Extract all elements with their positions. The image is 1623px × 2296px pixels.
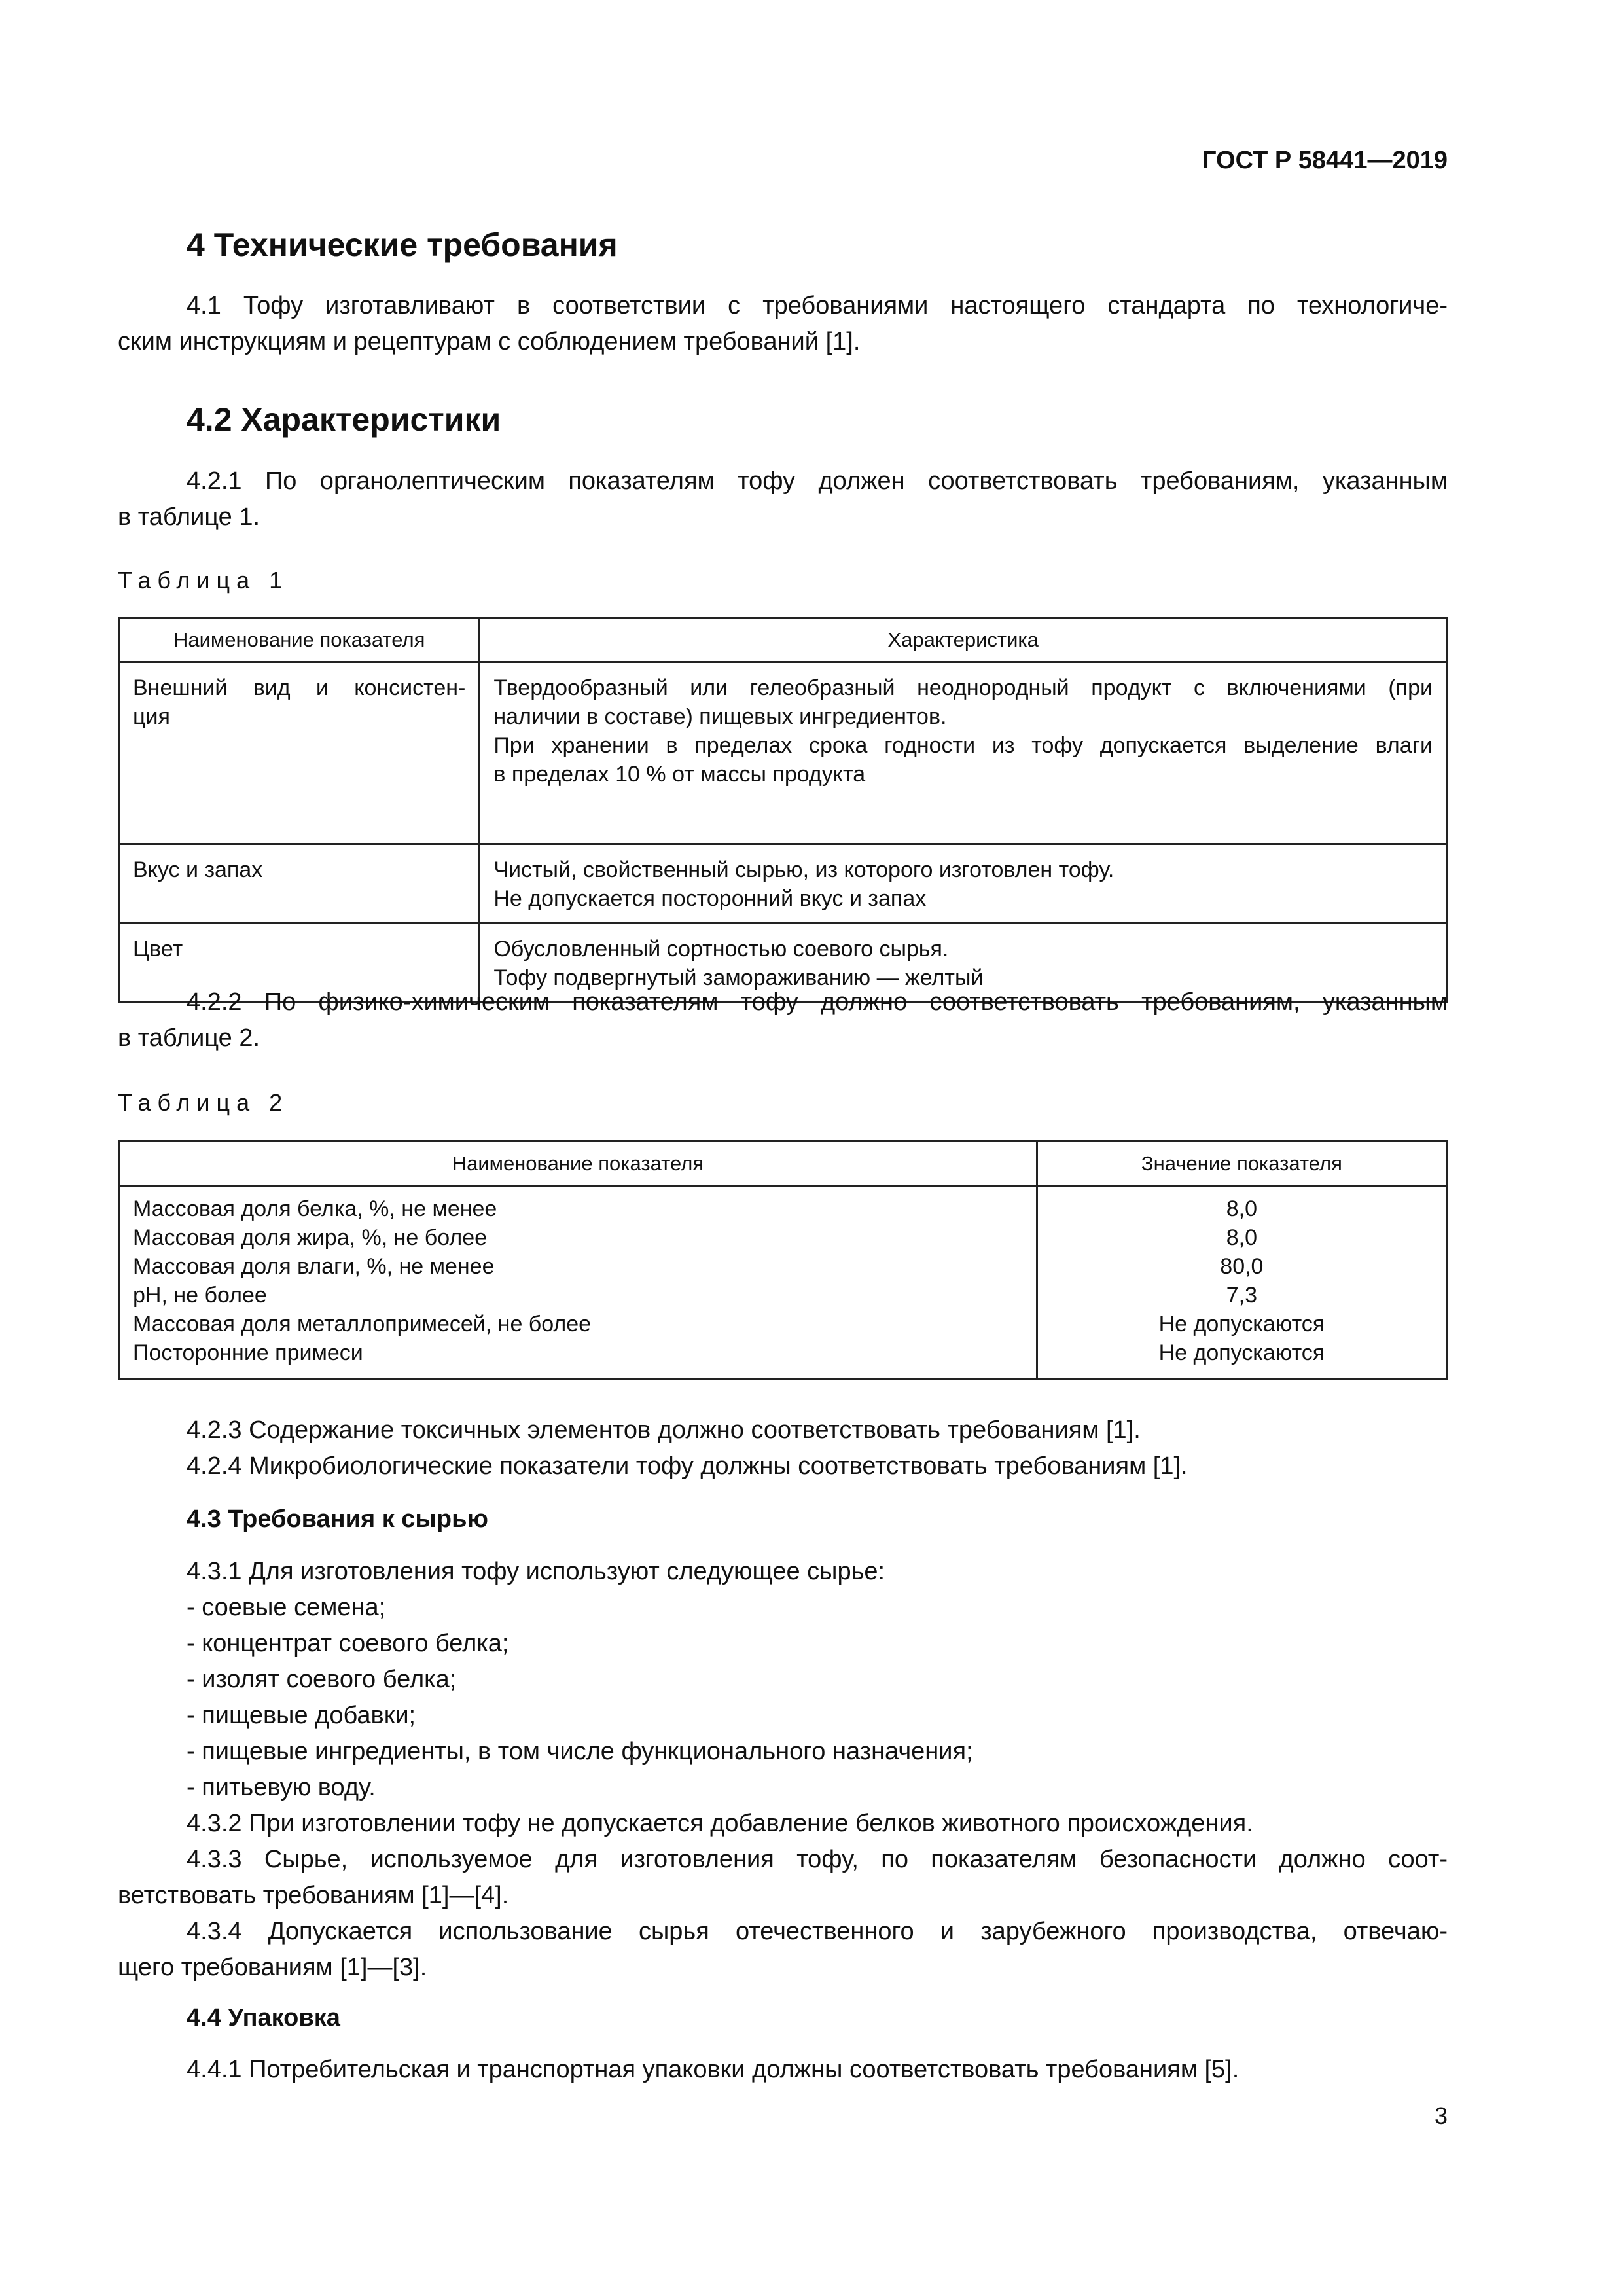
paragraph-line: 4.1 Тофу изготавливают в соответствии с требованиями настоящего стандарта по технологиче- [187, 292, 1448, 319]
table-row [119, 662, 1447, 844]
paragraph-4-3-3 [118, 1842, 1448, 1914]
indicator-value: 80,0 [1220, 1254, 1264, 1279]
table-caption: Таблица 2 [118, 1089, 289, 1116]
paragraph-4-2-2 [118, 984, 1448, 1056]
list-item: - пищевые добавки; [187, 1702, 416, 1729]
table-1 [118, 617, 1448, 1003]
indicator-value: 8,0 [1226, 1196, 1258, 1221]
indicator-name: Внешний вид и консистен- [133, 675, 466, 700]
table-row [119, 844, 1447, 924]
characteristic-line: Твердообразный или гелеобразный неоднородный продукт с включениями (при [493, 675, 1433, 700]
paragraph-line: 4.2.1 По органолептическим показателям тофу должен соответствовать требованиям, указанным [187, 467, 1448, 495]
indicator-name: Массовая доля влаги, %, не менее [133, 1254, 495, 1279]
table-2 [118, 1140, 1448, 1380]
indicator-name: Массовая доля белка, %, не менее [133, 1196, 497, 1221]
document-code: ГОСТ Р 58441—2019 [1202, 147, 1448, 174]
subsection-title: 4.4 Упаковка [187, 2004, 340, 2032]
list-item: - концентрат соевого белка; [187, 1630, 509, 1657]
indicator-value: Не допускаются [1158, 1340, 1325, 1365]
raw-materials-list [187, 1590, 973, 1806]
table-header: Значение показателя [1037, 1141, 1446, 1186]
paragraph-4-4-1: 4.4.1 Потребительская и транспортная упаковки должны соответствовать требованиям [5]. [187, 2056, 1240, 2083]
list-item: - изолят соевого белка; [187, 1666, 457, 1693]
paragraph-line: в таблице 2. [118, 1024, 260, 1052]
paragraph-line: 4.3.3 Сырье, используемое для изготовления тофу, по показателям безопасности должно соот- [187, 1846, 1448, 1873]
table-caption: Таблица 1 [118, 567, 289, 594]
paragraph-4-2-3: 4.2.3 Содержание токсичных элементов должно соответствовать требованиям [1]. [187, 1416, 1141, 1444]
section-title: 4 Технические требования [187, 226, 618, 263]
indicator-value: 7,3 [1226, 1283, 1258, 1308]
indicator-name: Массовая доля металлопримесей, не более [133, 1312, 592, 1336]
paragraph-4-3-2: 4.3.2 При изготовлении тофу не допускается добавление белков животного происхождения. [187, 1810, 1253, 1837]
list-item: - соевые семена; [187, 1594, 386, 1621]
page-number: 3 [1434, 2102, 1448, 2129]
characteristic-line: Не допускается посторонний вкус и запах [493, 886, 927, 911]
characteristic-line: Тофу подвергнутый замораживанию — желтый [493, 965, 984, 990]
paragraph-line: щего требованиям [1]—[3]. [118, 1954, 427, 1981]
indicator-name: Вкус и запах [133, 857, 263, 882]
indicator-value: 8,0 [1226, 1225, 1258, 1250]
paragraph-4-2-1 [118, 463, 1448, 535]
paragraph-4-2-4: 4.2.4 Микробиологические показатели тофу должны соответствовать требованиям [1]. [187, 1452, 1188, 1480]
indicator-value: Не допускаются [1158, 1312, 1325, 1336]
paragraph-4-3-1: 4.3.1 Для изготовления тофу используют следующее сырье: [187, 1558, 885, 1585]
indicator-name: Посторонние примеси [133, 1340, 363, 1365]
list-item: - питьевую воду. [187, 1774, 376, 1801]
characteristic-line: При хранении в пределах срока годности из тофу допускается выделение влаги [493, 733, 1433, 758]
indicator-name: Массовая доля жира, %, не более [133, 1225, 488, 1250]
table-row [119, 1186, 1447, 1380]
paragraph-4-3-4 [118, 1914, 1448, 1986]
characteristic-line: Чистый, свойственный сырью, из которого изготовлен тофу. [493, 857, 1115, 882]
subsection-title: 4.3 Требования к сырью [187, 1505, 488, 1533]
characteristic-line: наличии в составе) пищевых ингредиентов. [493, 704, 947, 729]
table-header: Наименование показателя [119, 618, 480, 662]
paragraph-line: ветствовать требованиям [1]—[4]. [118, 1882, 509, 1909]
paragraph-4-1 [118, 288, 1448, 360]
indicator-name: pH, не более [133, 1283, 267, 1308]
paragraph-line: в таблице 1. [118, 503, 260, 531]
table-header: Наименование показателя [119, 1141, 1037, 1186]
subsection-title: 4.2 Характеристики [187, 401, 501, 438]
paragraph-line: ским инструкциям и рецептурам с соблюдением требований [1]. [118, 328, 861, 355]
table-header: Характеристика [480, 618, 1447, 662]
indicator-name: Цвет [133, 937, 183, 961]
characteristic-line: в пределах 10 % от массы продукта [493, 762, 866, 787]
characteristic-line: Обусловленный сортностью соевого сырья. [493, 937, 949, 961]
indicator-name: ция [133, 704, 170, 729]
paragraph-line: 4.3.4 Допускается использование сырья отечественного и зарубежного производства, отвечаю- [187, 1918, 1448, 1945]
list-item: - пищевые ингредиенты, в том числе функционального назначения; [187, 1738, 973, 1765]
paragraph-line: 4.2.2 По физико-химическим показателям тофу должно соответствовать требованиям, указанным [187, 988, 1448, 1016]
